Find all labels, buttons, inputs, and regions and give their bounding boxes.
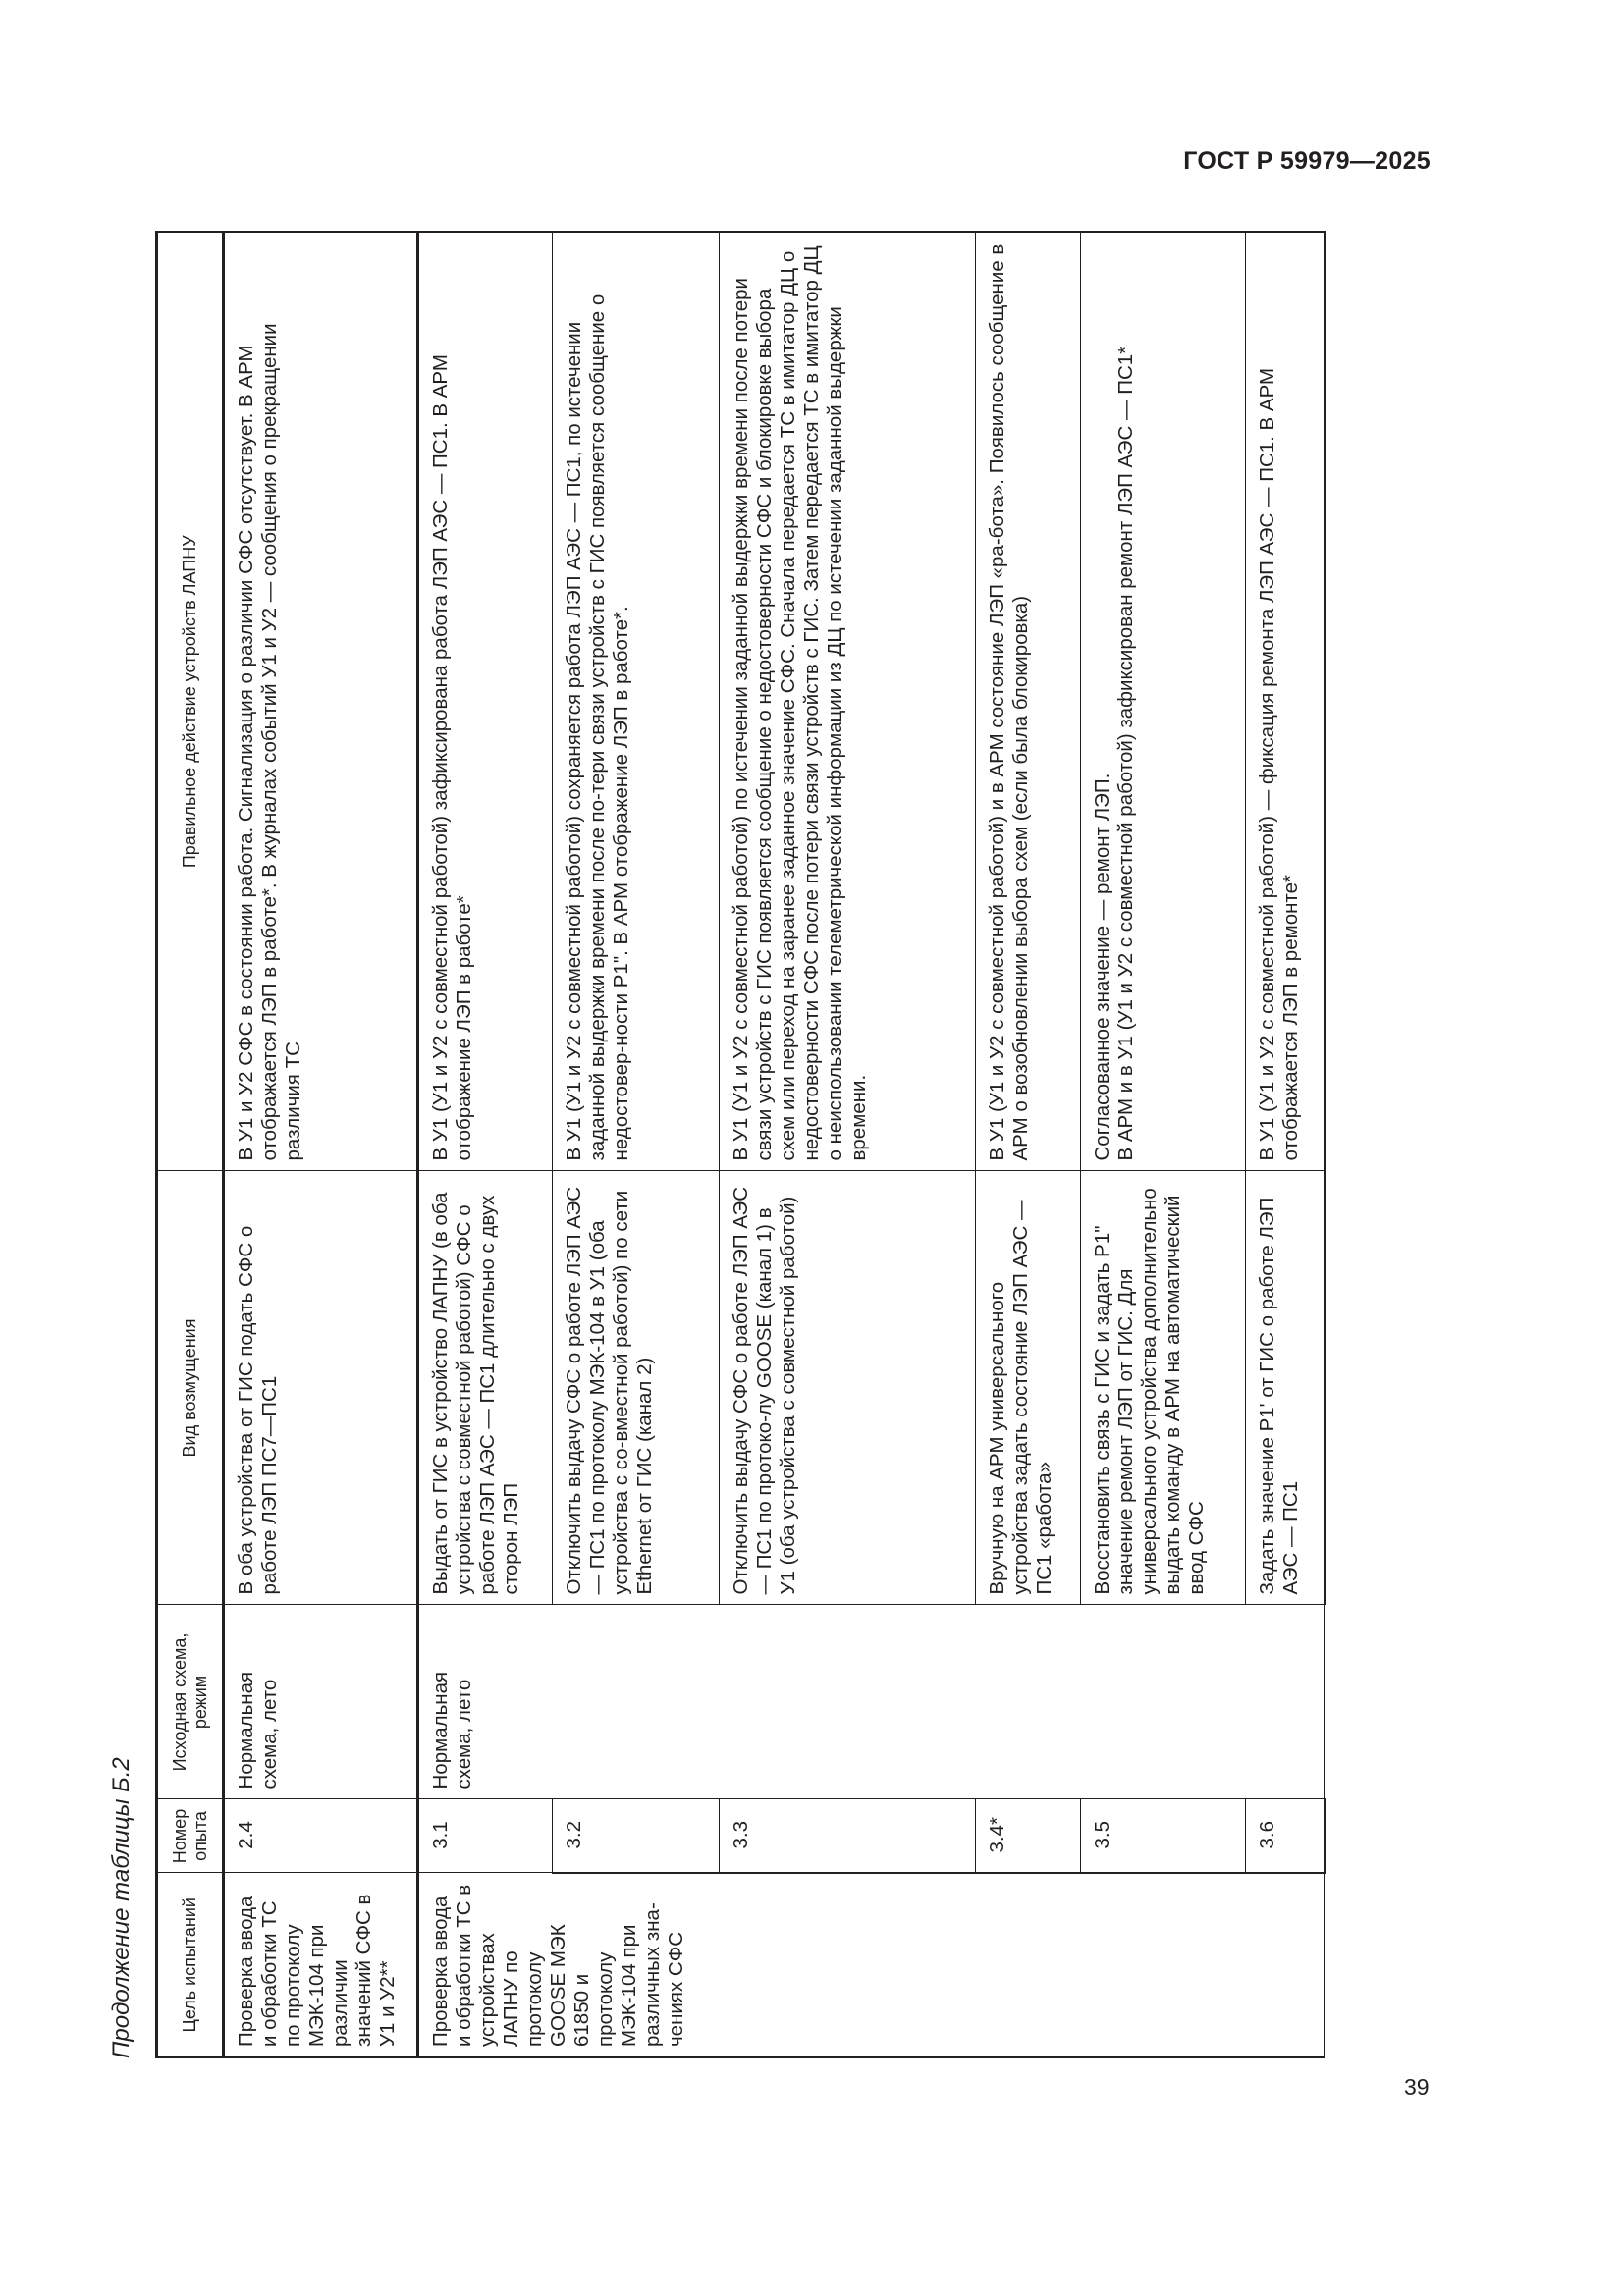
- disturbance-cell: Отключить выдачу СФС о работе ЛЭП АЭС — ПС1 по протоко-лу GOOSE (канал 1) в У1 (оба устройства с совместной работой): [720, 1171, 976, 1605]
- test-number-cell: 3.5: [1081, 1799, 1246, 1873]
- table-header-row: [157, 232, 224, 2057]
- disturbance-cell: Отключить выдачу СФС о работе ЛЭП АЭС — ПС1 по протоколу МЭК-104 в У1 (оба устройства с со-вместной работой) по сети Ethernet от ГИС (канал 2): [553, 1171, 720, 1605]
- column-header-goal: Цель испытаний: [157, 1873, 224, 2057]
- rotated-table-block: [108, 223, 1337, 2058]
- page-number: 39: [1404, 2074, 1430, 2100]
- goal-cell: Проверка ввода и обработки ТС по протоколу МЭК-104 при различии значений СФС в У1 и У2**: [224, 1873, 418, 2057]
- action-cell: В У1 (У1 и У2 с совместной работой) по истечении заданной выдержки времени после потери связи устройств с ГИС появляется сообщение о недостоверности СФС и блокировке выбора схем или переход на заранее заданное значение СФС. Сначала передается ТС в имитатор ДЦ о недостоверности СФС после потери связи устройств с ГИС. Затем передается ТС в имитатор ДЦ о неиспользовании телеметрической информации из ДЦ по истечении заданной выдержки времени.: [720, 232, 976, 1171]
- test-number-cell: 3.3: [720, 1799, 976, 1873]
- mode-cell: Нормальная схема, лето: [418, 1605, 1325, 1799]
- test-number-cell: 3.6: [1246, 1799, 1325, 1873]
- action-cell: В У1 и У2 СФС в состоянии работа. Сигнализация о различии СФС отсутствует. В АРМ отображается ЛЭП в работе*. В журналах событий У1 и У2 — сообщения о прекращении различия ТС: [224, 232, 418, 1171]
- mode-cell: Нормальная схема, лето: [224, 1605, 418, 1799]
- goal-cell: Проверка ввода и обработки ТС в устройствах ЛАПНУ по протоколу GOOSE МЭК 61850 и протоколу МЭК-104 при различных зна-чениях СФС: [418, 1873, 1325, 2057]
- action-cell: В У1 (У1 и У2 с совместной работой) сохраняется работа ЛЭП АЭС — ПС1, по истечении заданной выдержки времени после по-тери связи устройств с ГИС появляется сообщение о недостовер-ности Р1". В АРМ отображение ЛЭП в работе*.: [553, 232, 720, 1171]
- disturbance-cell: Задать значение Р1' от ГИС о работе ЛЭП АЭС — ПС1: [1246, 1171, 1325, 1605]
- action-cell: В У1 (У1 и У2 с совместной работой) зафиксирована работа ЛЭП АЭС — ПС1. В АРМ отображение ЛЭП в работе*: [418, 232, 553, 1171]
- column-header-number: Номер опыта: [157, 1799, 224, 1873]
- column-header-mode: Исходная схема, режим: [157, 1605, 224, 1799]
- disturbance-cell: В оба устройства от ГИС подать СФС о работе ЛЭП ПС7—ПС1: [224, 1171, 418, 1605]
- test-table: [155, 231, 1326, 2058]
- document-code: ГОСТ Р 59979—2025: [1183, 147, 1431, 175]
- disturbance-cell: Вручную на АРМ универсального устройства задать состояние ЛЭП АЭС — ПС1 «работа»: [976, 1171, 1081, 1605]
- column-header-disturbance: Вид возмущения: [157, 1171, 224, 1605]
- disturbance-cell: Восстановить связь с ГИС и задать Р1" значение ремонт ЛЭП от ГИС. Для универсального устройства дополнительно выдать команду в АРМ на автоматический ввод СФС: [1081, 1171, 1246, 1605]
- table-continuation-title: Продолжение таблицы Б.2: [108, 1757, 135, 2058]
- test-number-cell: 3.4*: [976, 1799, 1081, 1873]
- action-cell: Согласованное значение — ремонт ЛЭП. В АРМ и в У1 (У1 и У2 с совместной работой) зафиксирован ремонт ЛЭП АЭС — ПС1*: [1081, 232, 1246, 1171]
- table-row: [224, 232, 418, 2057]
- action-cell: В У1 (У1 и У2 с совместной работой) и в АРМ состояние ЛЭП «ра-бота». Появилось сообщение в АРМ о возобновлении выбора схем (если была блокировка): [976, 232, 1081, 1171]
- test-number-cell: 3.2: [553, 1799, 720, 1873]
- test-number-cell: 2.4: [224, 1799, 418, 1873]
- action-cell: В У1 (У1 и У2 с совместной работой) — фиксация ремонта ЛЭП АЭС — ПС1. В АРМ отображается ЛЭП в ремонте*: [1246, 232, 1325, 1171]
- column-header-action: Правильное действие устройств ЛАПНУ: [157, 232, 224, 1171]
- table-row: [418, 232, 553, 2057]
- disturbance-cell: Выдать от ГИС в устройство ЛАПНУ (в оба устройства с совместной работой) СФС о работе ЛЭП АЭС — ПС1 длительно с двух сторон ЛЭП: [418, 1171, 553, 1605]
- test-number-cell: 3.1: [418, 1799, 553, 1873]
